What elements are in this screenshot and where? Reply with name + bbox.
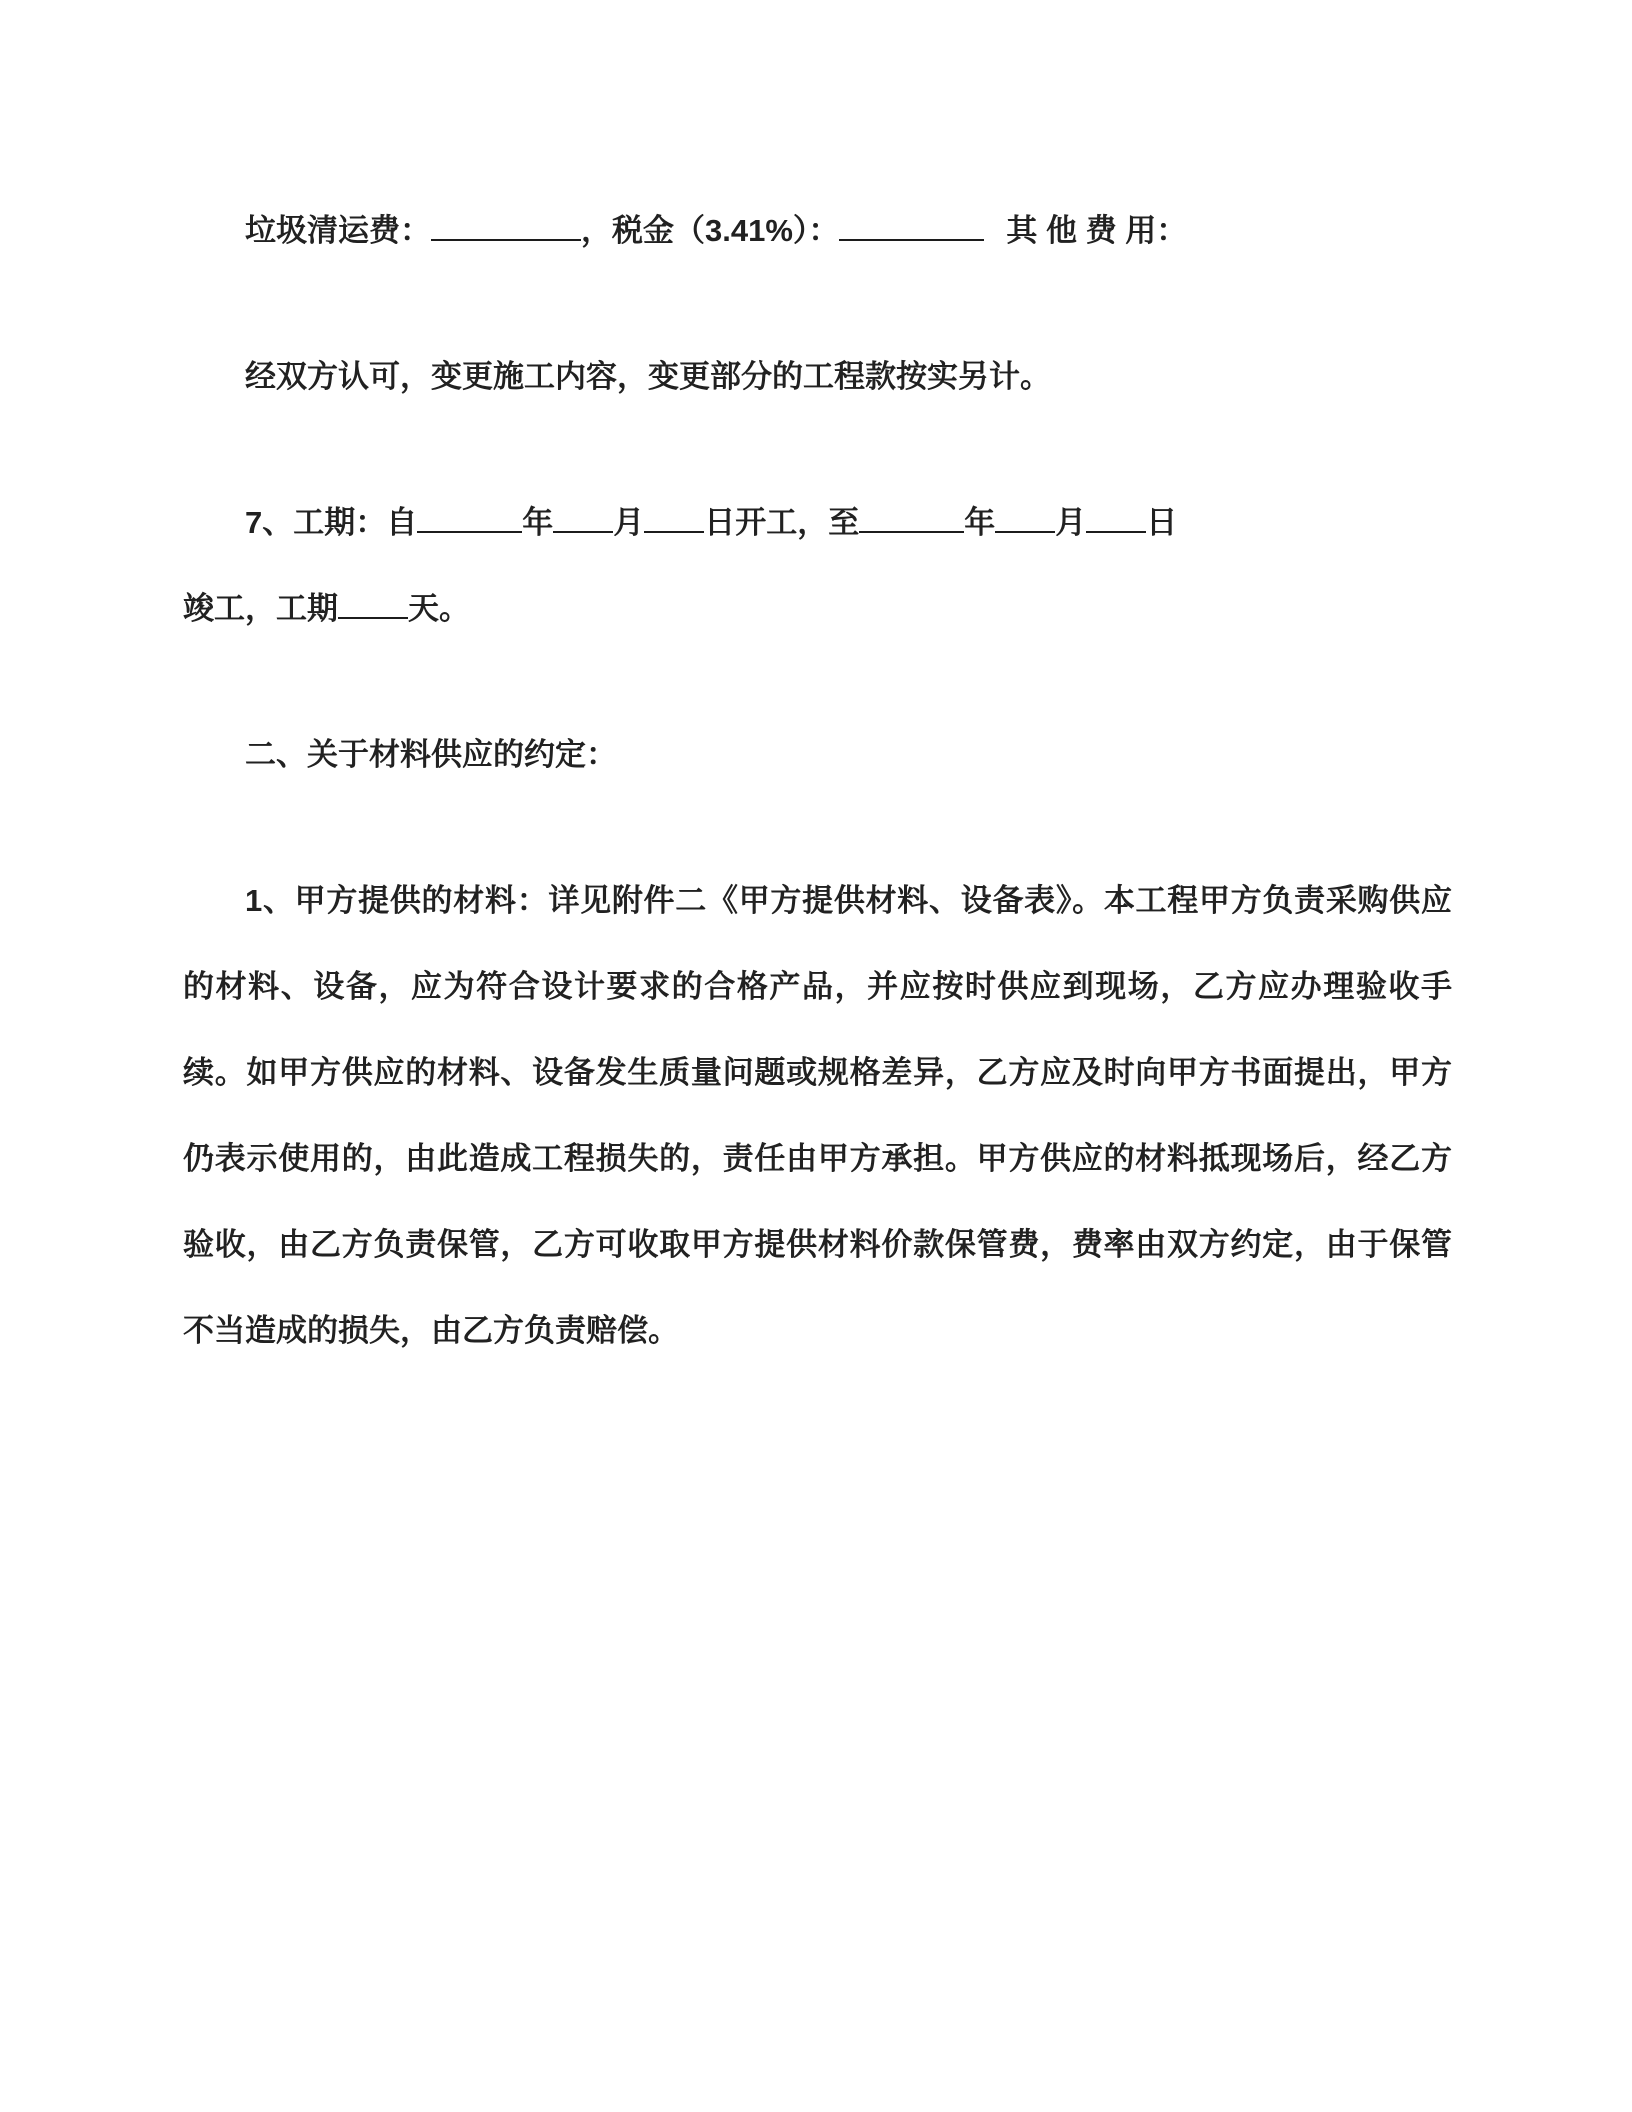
duration-month1-label: 月 [613,505,645,540]
duration-month2-label: 月 [1055,505,1087,540]
other-fee-label: 其 他 费 用： [1006,213,1188,248]
duration-day2-label: 日 [1146,505,1178,540]
change-clause-text: 经双方认可，变更施工内容，变更部分的工程款按实另计。 [245,359,1051,394]
start-month-blank [553,502,613,533]
tax-blank [839,210,984,241]
end-month-blank [995,502,1055,533]
materials-paragraph-text: 1、甲方提供的材料：详见附件二《甲方提供材料、设备表》。本工程甲方负责采购供应的材料、设备，应为符合设计要求的合格产品，并应按时供应到现场，乙方应办理验收手续。如甲方供应的材料、设备发生质量问题或规格差异，乙方应及时向甲方书面提出，甲方仍表示使用的，由此造成工程损失的，责任由甲方承担。甲方供应的材料抵现场后，经乙方验收，由乙方负责保管，乙方可收取甲方提供材料价款保管费，费率由双方约定，由于保管不当造成的损失，由乙方负责赔偿。 [183,883,1452,1348]
section2-title [183,712,1452,798]
paragraph-fees [183,188,1452,274]
duration-line2-prefix: 竣工，工期 [183,591,338,626]
paragraph-materials [183,858,1452,1374]
garbage-fee-label: 垃圾清运费： [245,213,431,248]
garbage-fee-blank [431,210,581,241]
duration-line-1 [183,480,1452,566]
duration-days-blank [338,588,408,619]
end-day-blank [1086,502,1146,533]
start-day-blank [644,502,704,533]
section2-title-text: 二、关于材料供应的约定： [245,737,617,772]
duration-prefix: 7、工期：自 [245,505,418,540]
paragraph-change-clause [183,334,1452,420]
tax-label: ，税金（3.41%）： [581,213,840,248]
start-year-blank [417,502,522,533]
duration-year2-label: 年 [964,505,996,540]
end-year-blank [859,502,964,533]
duration-start-mid: 日开工，至 [704,505,860,540]
paragraph-duration [183,480,1452,652]
duration-line2-suffix: 天。 [408,591,470,626]
duration-line-2 [183,566,1452,652]
duration-year1-label: 年 [522,505,554,540]
